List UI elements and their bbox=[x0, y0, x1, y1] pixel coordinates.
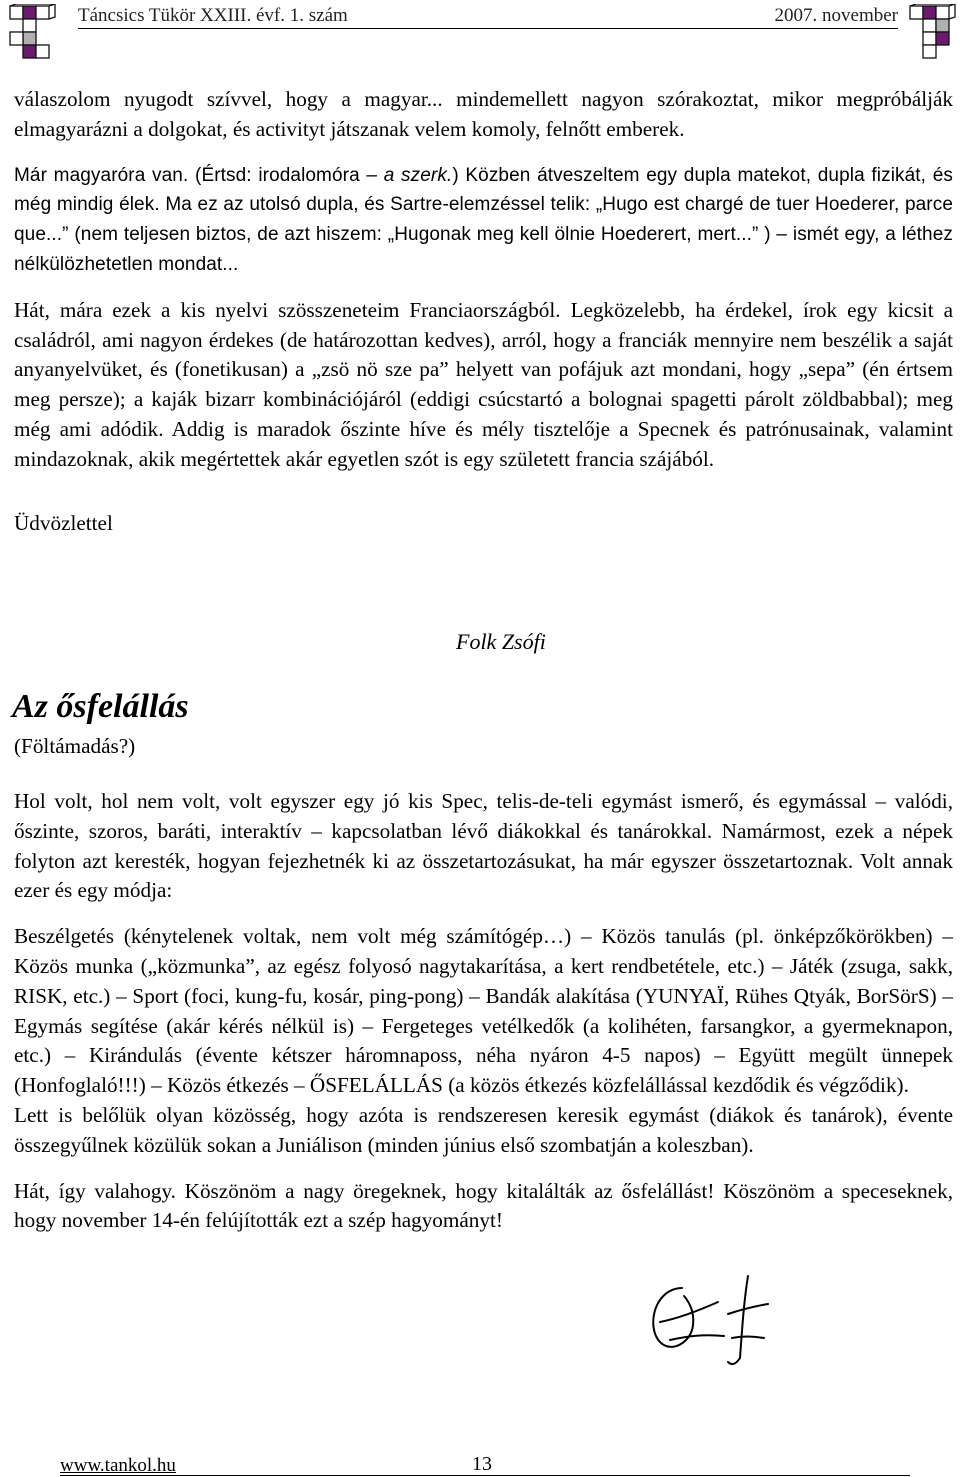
tankol-logo-icon bbox=[8, 4, 56, 62]
paragraph: Hát, így valahogy. Köszönöm a nagy öregeknek, hogy kitalálták az ősfelállást! Köszönöm a speceseknek, hogy november 14-én felújították ezt a szép hagyományt! bbox=[14, 1178, 953, 1233]
signature-icon bbox=[640, 1270, 780, 1370]
paragraph: Beszélgetés (kénytelenek voltak, nem volt még számítógép…) – Közös tanulás (pl. önképzőkörökben) – Közös munka („közmunka”, az egész folyosó nagytakarítása, a kert rendbetétele, etc.) – Játék (zsuga, sakk, RISK, etc.) – Sport (foci, kung-fu, kosár, ping-pong) – Bandák alakítása (YUNYAÏ, Rühes Qtyák, BorSörS) – Egymás segítése (akár kérés nélkül is) – Fergeteges vetélkedők (a kolihéten, farsangkor, a gyermeknapon, etc.) – Kirándulás (évente kétszer háromnaposs, néha nyáron 4-5 napos) – Együtt megült ünnepek (Honfoglaló!!!) – Közös étkezés – ŐSFELÁLLÁS (a közös étkezés közfelállással kezdődik és végződik). bbox=[14, 924, 953, 1098]
page-footer bbox=[60, 1453, 910, 1476]
page-header bbox=[78, 4, 898, 29]
editor-note: a szerk. bbox=[383, 164, 453, 186]
article-subtitle: (Föltámadás?) bbox=[14, 734, 136, 758]
journal-title: Táncsics Tükör XXIII. évf. 1. szám bbox=[78, 5, 348, 26]
greeting: Üdvözlettel bbox=[14, 510, 113, 535]
issue-date: 2007. november bbox=[774, 5, 898, 26]
page-number: 13 bbox=[472, 1453, 492, 1475]
article-title: Az ősfelállás bbox=[12, 688, 189, 725]
paragraph: Lett is belőlük olyan közösség, hogy azóta is rendszeresen keresik egymást (diákok és tanárok), évente összegyűlnek közülük sokan a Juniálison (minden június első szombatján a koleszban). bbox=[14, 1102, 953, 1157]
tankol-logo-icon bbox=[908, 4, 956, 62]
paragraph: Már magyaróra van. (Értsd: irodalomóra – a szerk.) Közben átveszeltem egy dupla matekot, dupla fizikát, és még mindig élek. Ma ez az utolsó dupla, és Sartre-elemzéssel telik: „Hugo est chargé de tuer Hoederer, parce que...” (nem teljesen biztos, de azt hiszem: „Hugonak meg kell ölnie Hoederert, mert...” ) – ismét egy, a léthez nélkülözhetetlen mondat... bbox=[14, 164, 953, 275]
paragraph: Hát, mára ezek a kis nyelvi szösszeneteim Franciaországból. Legközelebb, ha érdekel, írok egy kicsit a családról, ami nagyon érdekes (de határozottan kedves), arról, hogy a franciák mennyire nem beszélik a saját anyanyelvüket, és (fonetikusan) a „zsö nö sze pa” helyett van pofájuk azt mondani, hogy „sepa” (én értsem meg persze); a kaják bizarr kombinációjáról (eddigi csúcstartó a bolognai spagetti párolt zöldbabbal); meg még ami adódik. Addig is maradok őszinte híve és mély tisztelője a Specnek és patrónusainak, valamint mindazoknak, akik megértettek akár egyetlen szót is egy született francia szájából. bbox=[14, 297, 953, 471]
paragraph: válaszolom nyugodt szívvel, hogy a magyar... mindemellett nagyon szórakoztat, mikor megpróbálják elmagyarázni a dolgokat, és activityt játszanak velem komoly, felnőtt emberek. bbox=[14, 87, 953, 141]
author-name: Folk Zsófi bbox=[456, 629, 546, 654]
paragraph: Hol volt, hol nem volt, volt egyszer egy jó kis Spec, telis-de-teli egymást ismerő, és egymással – valódi, őszinte, szoros, baráti, interaktív – kapcsolatban lévő diákokkal és tanárokkal. Namármost, ezek a népek folyton azt keresték, hogyan fejezhetnék ki az összetartozásukat, ha már egyszer összetartoznak. Volt annak ezer és egy módja: bbox=[14, 789, 953, 903]
article-body bbox=[14, 85, 953, 538]
website-link[interactable]: www.tankol.hu bbox=[60, 1455, 176, 1476]
article-body-2 bbox=[14, 787, 953, 1236]
